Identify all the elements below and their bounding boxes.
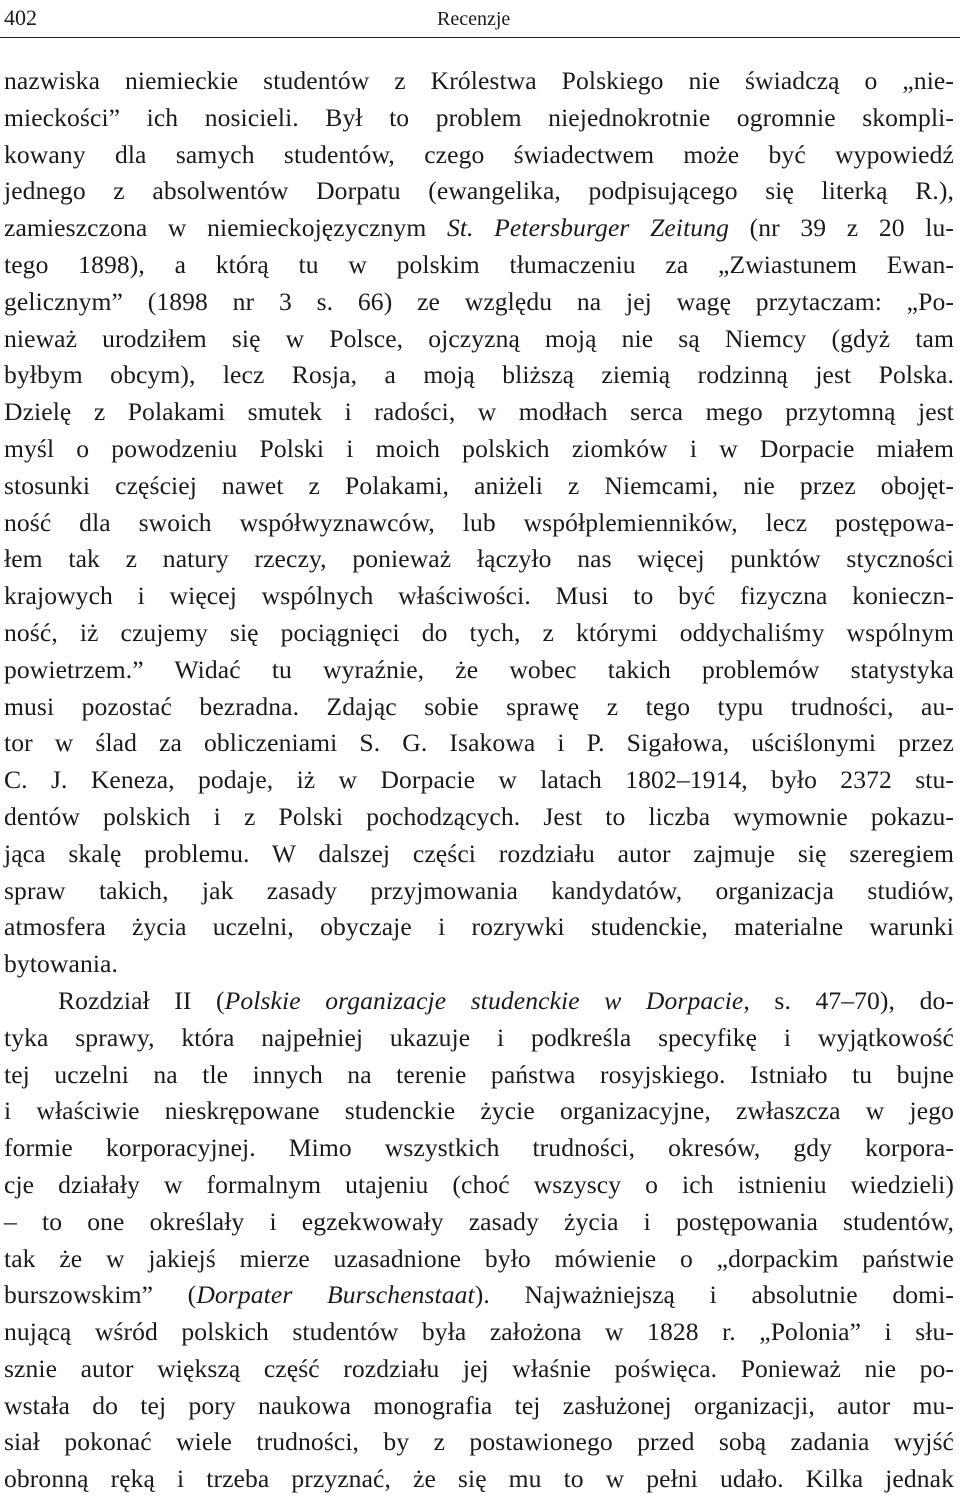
paragraph xyxy=(4,983,954,1498)
text-line xyxy=(4,431,954,468)
text-run: Rozdział II ( xyxy=(58,985,225,1015)
text-run: powietrzem.” Widać tu wyraźnie, że wobec takich problemów statystyka xyxy=(4,654,954,684)
text-run: cje działały w formalnym utajeniu (choć wszyscy o ich istnieniu wiedzieli) xyxy=(4,1169,954,1199)
text-run: gelicznym” (1898 nr 3 s. 66) ze względu na jej wagę przytaczam: „Po- xyxy=(4,286,954,316)
running-header xyxy=(0,0,960,38)
text-run: Dzielę z Polakami smutek i radości, w modłach serca mego przytomną jest xyxy=(4,397,954,427)
text-run: tego 1898), a którą tu w polskim tłumaczeniu za „Zwiastunem Ewan- xyxy=(4,249,954,279)
text-run: – to one określały i egzekwowały zasady życia i postępowania studentów, xyxy=(4,1206,954,1236)
text-run: jednego z absolwentów Dorpatu (ewangelika, podpisującego się literką R.), xyxy=(4,176,954,206)
text-line xyxy=(4,1424,954,1461)
text-run: nującą wśród polskich studentów była założona w 1828 r. „Polonia” i słu- xyxy=(4,1317,954,1347)
italic-title: Dorpater Burschenstaat xyxy=(196,1280,475,1310)
text-run: formie korporacyjnej. Mimo wszystkich trudności, okresów, gdy korpora- xyxy=(4,1133,954,1163)
text-run: tor w ślad za obliczeniami S. G. Isakowa i P. Sigałowa, uściślonymi przez xyxy=(4,728,954,758)
text-line xyxy=(4,63,954,100)
text-line xyxy=(4,1314,954,1351)
text-line xyxy=(4,615,954,652)
text-line xyxy=(4,1461,954,1498)
text-run: ). Najważniejszą i absolutnie domi- xyxy=(474,1280,954,1310)
paragraph xyxy=(4,63,954,983)
text-run: mieckości” ich nosicieli. Był to problem niejednokrotnie ogromnie skompli- xyxy=(4,102,954,132)
text-run: i właściwie nieskrępowane studenckie życie organizacyjne, zwłaszcza w jego xyxy=(4,1096,954,1126)
text-run: wstała do tej pory naukowa monografia tej zasłużonej organizacji, autor mu- xyxy=(4,1390,954,1420)
text-run: (nr 39 z 20 lu- xyxy=(729,213,954,243)
text-line xyxy=(4,909,954,946)
text-run: tak że w jakiejś mierze uzasadnione było mówienie o „dorpackim państwie xyxy=(4,1243,954,1273)
text-run: C. J. Keneza, podaje, iż w Dorpacie w latach 1802–1914, było 2372 stu- xyxy=(4,765,954,795)
text-line xyxy=(4,836,954,873)
text-run: tej uczelni na tle innych na terenie państwa rosyjskiego. Istniało tu bujne xyxy=(4,1059,954,1089)
text-run: nieważ urodziłem się w Polsce, ojczyzną moją nie są Niemcy (gdyż tam xyxy=(4,323,954,353)
text-line xyxy=(4,1204,954,1241)
text-run: ność dla swoich współwyznawców, lub współplemienników, lecz postępowa- xyxy=(4,507,954,537)
text-line xyxy=(4,652,954,689)
text-run: bytowania. xyxy=(4,949,119,979)
text-line xyxy=(4,1057,954,1094)
text-line xyxy=(4,946,954,983)
text-line xyxy=(4,1388,954,1425)
text-run: łem tak z natury rzeczy, ponieważ łączyło nas więcej punktów styczności xyxy=(4,544,954,574)
text-line xyxy=(4,1241,954,1278)
italic-title: Polskie organizacje studenckie w Dorpacie xyxy=(224,985,744,1015)
text-run: burszowskim” ( xyxy=(4,1280,197,1310)
text-line xyxy=(4,1020,954,1057)
text-run: zamieszczona w niemieckojęzycznym xyxy=(4,213,447,243)
italic-title: St. Petersburger Zeitung xyxy=(446,213,729,243)
page-body xyxy=(4,63,954,1498)
text-run: ność, iż czujemy się pociągnięci do tych, z którymi oddychaliśmy wspólnym xyxy=(4,617,954,647)
text-line xyxy=(4,505,954,542)
text-line xyxy=(4,1093,954,1130)
text-line xyxy=(4,394,954,431)
text-run: , s. 47–70), do- xyxy=(743,985,954,1015)
text-line xyxy=(4,210,954,247)
text-line xyxy=(4,1351,954,1388)
text-line xyxy=(4,137,954,174)
text-line xyxy=(4,357,954,394)
text-line xyxy=(4,100,954,137)
text-line xyxy=(4,873,954,910)
text-line xyxy=(4,983,954,1020)
running-title: Recenzje xyxy=(437,8,511,30)
text-run: myśl o powodzeniu Polski i moich polskich ziomków i w Dorpacie miałem xyxy=(4,433,954,463)
text-run: krajowych i więcej wspólnych właściwości. Musi to być fizyczna konieczn- xyxy=(4,581,954,611)
text-line xyxy=(4,1277,954,1314)
text-line xyxy=(4,1130,954,1167)
text-line xyxy=(4,284,954,321)
text-run: atmosfera życia uczelni, obyczaje i rozrywki studenckie, materialne warunki xyxy=(4,912,954,942)
text-line xyxy=(4,689,954,726)
text-line xyxy=(4,468,954,505)
text-run: kowany dla samych studentów, czego świadectwem może być wypowiedź xyxy=(4,139,954,169)
text-line xyxy=(4,173,954,210)
text-line xyxy=(4,321,954,358)
text-line xyxy=(4,799,954,836)
text-line xyxy=(4,578,954,615)
text-line xyxy=(4,247,954,284)
text-run: obronną ręką i trzeba przyznać, że się mu to w pełni udało. Kilka jednak xyxy=(4,1464,954,1494)
text-run: dentów polskich i z Polski pochodzących. Jest to liczba wymownie pokazu- xyxy=(4,801,954,831)
text-run: byłbym obcym), lecz Rosja, a moją bliższą ziemią rodzinną jest Polska. xyxy=(4,360,954,390)
text-run: musi pozostać bezradna. Zdając sobie sprawę z tego typu trudności, au- xyxy=(4,691,954,721)
text-line xyxy=(4,762,954,799)
text-line xyxy=(4,725,954,762)
text-run: tyka sprawy, która najpełniej ukazuje i podkreśla specyfikę i wyjątkowość xyxy=(4,1022,954,1052)
text-run: siał pokonać wiele trudności, by z postawionego przed sobą zadania wyjść xyxy=(4,1427,954,1457)
text-line xyxy=(4,1167,954,1204)
text-run: nazwiska niemieckie studentów z Królestwa Polskiego nie świadczą o „nie- xyxy=(4,66,954,95)
text-run: spraw takich, jak zasady przyjmowania kandydatów, organizacja studiów, xyxy=(4,875,954,905)
text-run: stosunki częściej nawet z Polakami, aniżeli z Niemcami, nie przez obojęt- xyxy=(4,470,954,500)
text-run: sznie autor większą część rozdziału jej właśnie poświęca. Ponieważ nie po- xyxy=(4,1353,954,1383)
text-line xyxy=(4,541,954,578)
page-number: 402 xyxy=(4,5,37,30)
text-run: jąca skalę problemu. W dalszej części rozdziału autor zajmuje się szeregiem xyxy=(4,838,954,868)
